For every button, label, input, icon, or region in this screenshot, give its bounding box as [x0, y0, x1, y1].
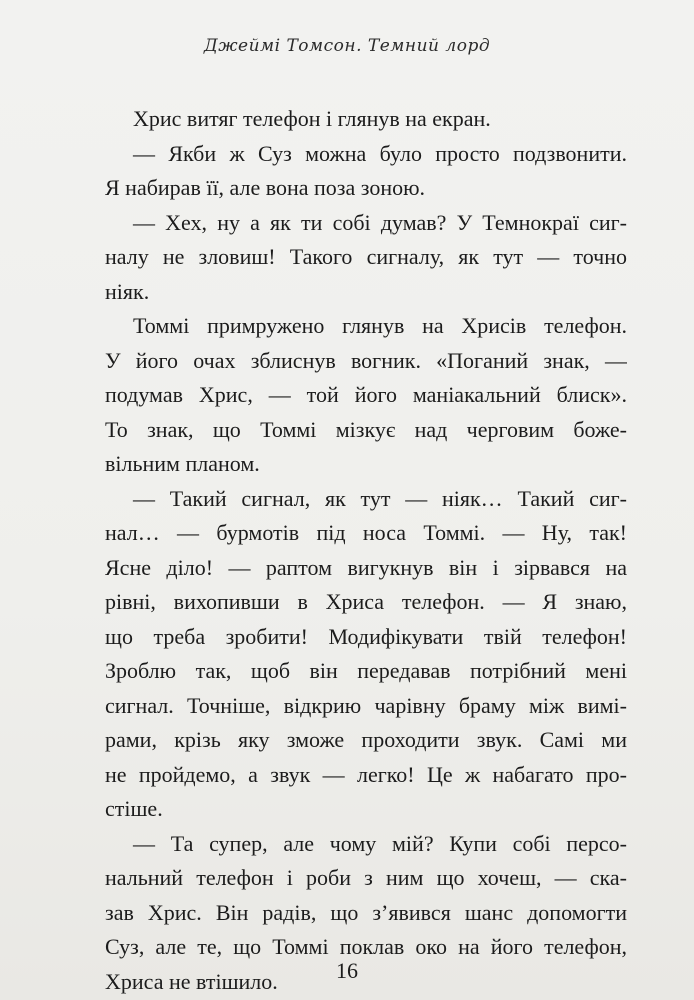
text-line: — Та супер, але чому мій? Купи собі персо-	[133, 830, 627, 856]
text-line: не пройдемо, а звук — легко! Це ж набагато про-	[105, 761, 627, 787]
text-line: вільним планом.	[105, 451, 260, 476]
text-line: зав Хрис. Він радів, що з’явився шанс допомогти	[105, 899, 627, 925]
page-number: 16	[336, 958, 358, 983]
text-line: стіше.	[105, 796, 163, 821]
text-line: — Такий сигнал, як тут — ніяк… Такий сиг-	[133, 485, 627, 511]
text-line: рівні, вихопивши в Хриса телефон. — Я знаю,	[105, 589, 627, 614]
text-line: налу не зловиш! Такого сигналу, як тут — точно	[105, 244, 627, 269]
text-line: — Якби ж Суз можна було просто подзвонити.	[133, 140, 627, 166]
text-line: Суз, але те, що Томмі поклав око на його телефон,	[105, 934, 627, 959]
text-line: ніяк.	[105, 278, 150, 304]
text-line: Хрис витяг телефон і глянув на екран.	[133, 106, 491, 131]
text-line: У його очах зблиснув вогник. «Поганий знак, —	[105, 347, 627, 373]
text-line: нал… — бурмотів під носа Томмі. — Ну, так!	[105, 520, 627, 545]
text-line: рами, крізь яку зможе проходити звук. Самі ми	[105, 727, 627, 752]
text-line: Томмі примружено глянув на Хрисів телефон.	[133, 313, 627, 338]
text-line: Ясне діло! — раптом вигукнув він і зірвався на	[105, 554, 627, 580]
text-line: подумав Хрис, — той його маніакальний блиск».	[105, 382, 627, 407]
text-line: нальний телефон і роби з ним що хочеш, — ска-	[105, 865, 627, 890]
text-line: То знак, що Томмі мізкує над черговим боже-	[105, 416, 627, 442]
text-line: Я набирав її, але вона поза зоною.	[105, 175, 426, 200]
text-line: — Хех, ну а як ти собі думав? У Темнокраї сиг-	[133, 209, 627, 235]
text-line: Зроблю так, щоб він передавав потрібний мені	[105, 658, 627, 683]
text-line: Хриса не втішило.	[105, 968, 278, 994]
body-text	[105, 102, 627, 999]
running-head: Джеймі Томсон. Темний лорд	[203, 36, 491, 56]
text-line: що треба зробити! Модифікувати твій телефон!	[105, 623, 627, 649]
text-line: сигнал. Точніше, відкрию чарівну браму між вимі-	[105, 692, 627, 718]
